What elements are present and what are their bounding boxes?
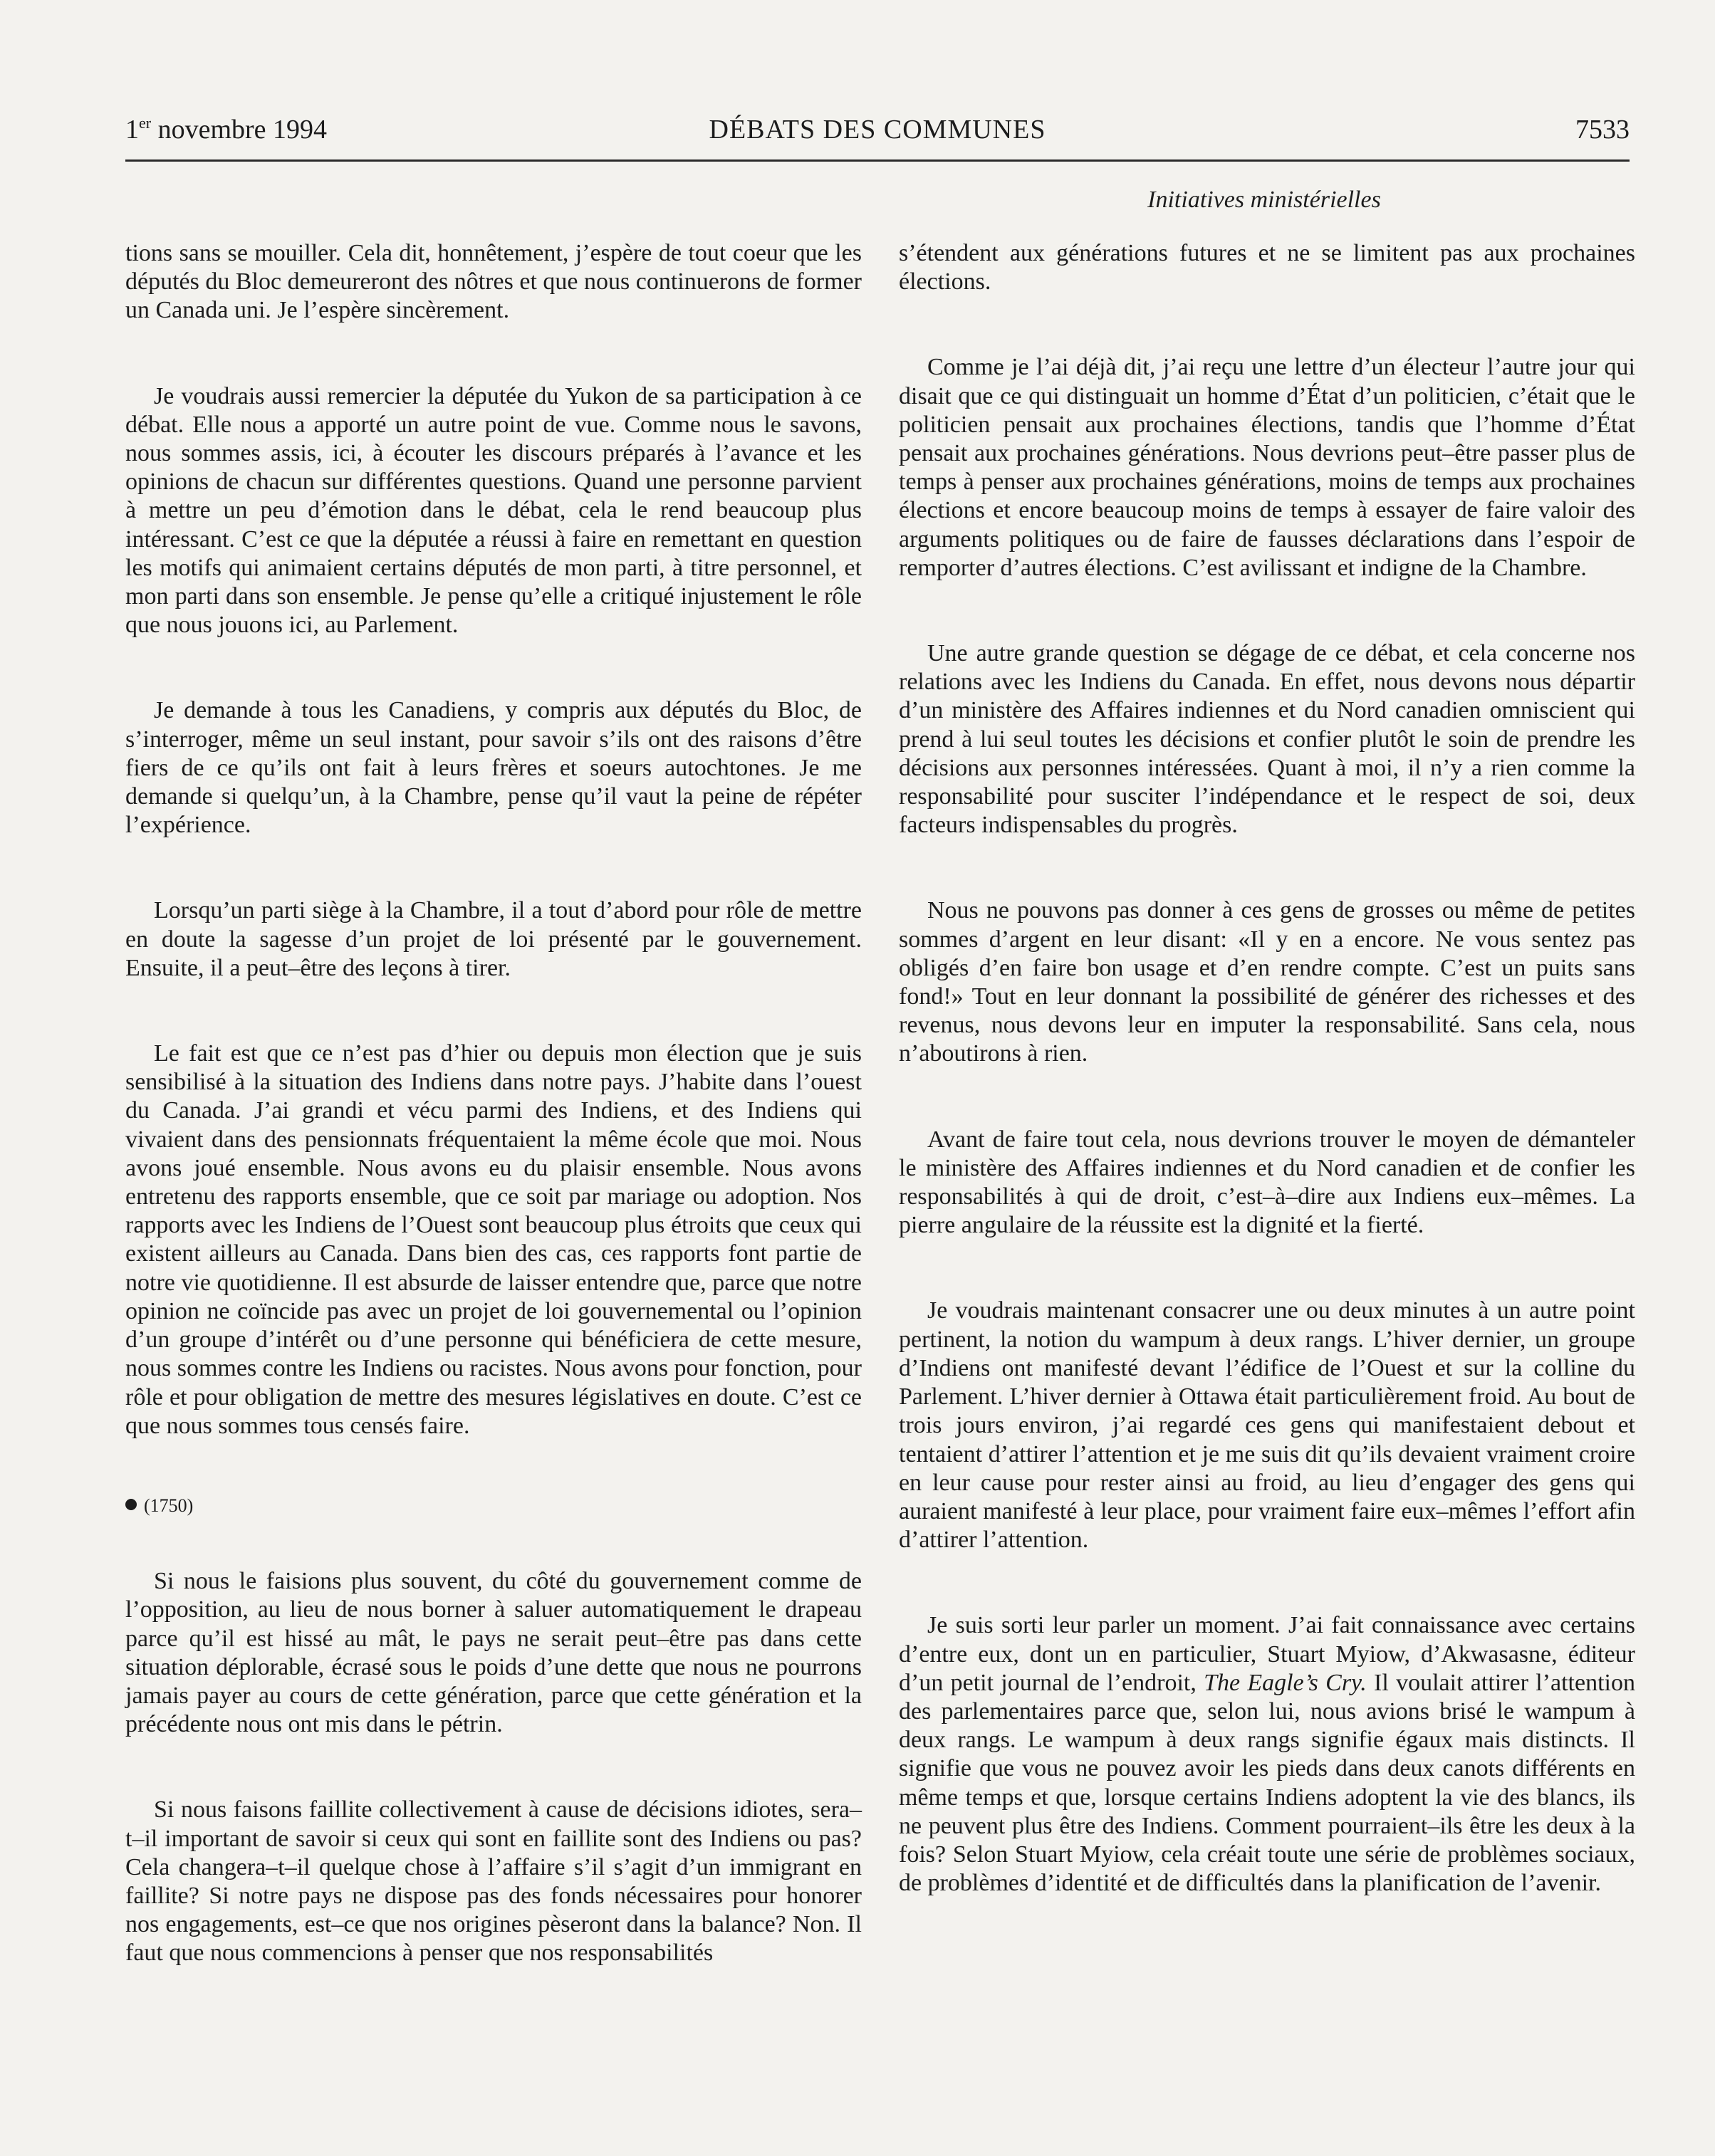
right-column xyxy=(899,239,1635,1898)
paragraph: Si nous le faisions plus souvent, du côté du gouvernement comme de l’opposition, au lieu de nous borner à saluer automatiquement le drapeau parce qu’il est hissé au mât, le pays ne serait peut–être pas dans cette situation déplorable, écrasé sous le poids d’une dette que nous ne pourrons jamais payer au cours de cette génération, parce que cette génération et la précédente nous ont mis dans le pétrin. xyxy=(125,1568,862,1738)
paragraph: tions sans se mouiller. Cela dit, honnêtement, j’espère de tout coeur que les députés du Bloc demeureront des nôtres et que nous continuerons de former un Canada uni. Je l’espère sincèrement. xyxy=(125,240,862,324)
paragraph: Je demande à tous les Canadiens, y compris aux députés du Bloc, de s’interroger, même un seul instant, pour savoir s’ils ont des raisons d’être fiers de ce qu’ils ont fait à leurs frères et soeurs autochtones. Je me demande si quelqu’un, à la Chambre, pense qu’il vaut la peine de répéter l’expérience. xyxy=(125,697,862,839)
paragraph: Nous ne pouvons pas donner à ces gens de grosses ou même de petites sommes d’argent en leur disant: «Il y en a encore. Ne vous sentez pas obligés d’en faire bon usage et d’en rendre compte. C’est un puits sans fond!» Tout en leur donnant la possibilité de générer des richesses et des revenus, nous devons leur en imputer la responsabilité. Sans cela, nous n’aboutirons à rien. xyxy=(899,897,1635,1067)
paragraph: s’étendent aux générations futures et ne se limitent pas aux prochaines élections. xyxy=(899,240,1635,295)
journal-title: The Eagle’s Cry. xyxy=(1204,1669,1367,1696)
paragraph: Le fait est que ce n’est pas d’hier ou depuis mon élection que je suis sensibilisé à la situation des Indiens dans notre pays. J’habite dans l’ouest du Canada. J’ai grandi et vécu parmi des Indiens, et des Indiens qui vivaient dans des pensionnats fréquentaient la même école que moi. Nous avons joué ensemble. Nous avons eu du plaisir ensemble. Nous avons entretenu des rapports ensemble, que ce soit par mariage ou adoption. Nos rapports avec les Indiens de l’Ouest sont beaucoup plus étroits que ceux qui existent ailleurs au Canada. Dans bien des cas, ces rapports font partie de notre vie quotidienne. Il est absurde de laisser entendre que, parce que notre opinion ne coïncide pas avec un projet de loi gouvernemental ou l’opinion d’un groupe d’intérêt ou d’une personne qui bénéficiera de cette mesure, nous sommes contre les Indiens ou racistes. Nous avons pour fonction, pour rôle et pour obligation de mettre des mesures législatives en doute. C’est ce que nous sommes tous censés faire. xyxy=(125,1040,862,1439)
running-head: Initiatives ministérielles xyxy=(1147,187,1381,213)
left-column xyxy=(125,239,862,1968)
bullet-icon xyxy=(125,1499,137,1510)
paragraph-part: Je suis sorti leur parler un moment. J’ai fait connaissance avec certains d’entre eux, dont un en particulier, Stuart Myiow, d’Akwasasne, éditeur d’un petit journal de l’endroit, xyxy=(899,1612,1635,1696)
date-superscript: er xyxy=(139,114,152,132)
paragraph: Je voudrais maintenant consacrer une ou deux minutes à un autre point pertinent, la notion du wampum à deux rangs. L’hiver dernier, un groupe d’Indiens ont manifesté devant l’édifice de l’Ouest et sur la colline du Parlement. L’hiver dernier à Ottawa était particulièrement froid. Au bout de trois jours environ, j’ai regardé ces gens qui manifestaient debout et tentaient d’attirer l’attention et je me suis dit qu’ils devaient vraiment croire en leur cause pour rester ainsi au froid, au lieu d’engager des gens qui auraient manifesté à leur place, pour vraiment faire eux–mêmes l’effort afin d’attirer l’attention. xyxy=(899,1297,1635,1554)
date-rest: novembre 1994 xyxy=(151,115,328,145)
page-header xyxy=(125,114,1630,157)
paragraph: Avant de faire tout cela, nous devrions trouver le moyen de démanteler le ministère des Affaires indiennes et du Nord canadien et de confier les responsabilités à qui de droit, c’est–à–dire aux Indiens eux–mêmes. La pierre angulaire de la réussite est la dignité et la fierté. xyxy=(899,1126,1635,1239)
paragraph-part: Il voulait attirer l’attention des parlementaires parce que, selon lui, nous avions brisé le wampum à deux rangs. Le wampum à deux rangs signifie égaux mais distincts. Il signifie que vous ne pouvez avoir les pieds dans deux canots différents en même temps et que, lorsque certains Indiens adoptent la vie des blancs, ils ne peuvent plus être des Indiens. Comment pourraient–ils être les deux à la fois? Selon Stuart Myiow, cela créait toute une série de problèmes sociaux, de problèmes d’identité et de difficultés dans la planification de l’avenir. xyxy=(899,1669,1635,1897)
paragraph: Comme je l’ai déjà dit, j’ai reçu une lettre d’un électeur l’autre jour qui disait que ce qui distinguait un homme d’État d’un politicien, c’était que le politicien pensait aux prochaines élections, tandis que l’homme d’État pensait aux prochaines générations. Nous devrions peut–être passer plus de temps à penser aux prochaines générations, moins de temps aux prochaines élections et encore beaucoup moins de temps à essayer de faire valoir des arguments politiques ou de faire de fausses déclarations dans l’espoir de remporter d’autres élections. C’est avilissant et indigne de la Chambre. xyxy=(899,354,1635,581)
time-marker xyxy=(125,1492,862,1520)
paragraph: Si nous faisons faillite collectivement à cause de décisions idiotes, sera–t–il important de savoir si ceux qui sont en faillite sont des Indiens ou pas? Cela changera–t–il quelque chose à l’affaire s’il s’agit d’un immigrant en faillite? Si notre pays ne dispose pas des fonds nécessaires pour honorer nos engagements, est–ce que nos origines pèseront dans la balance? Non. Il faut que nous commencions à penser que nos responsabilités xyxy=(125,1796,862,1967)
page-number: 7533 xyxy=(1575,115,1630,145)
paragraph xyxy=(899,1611,1635,1898)
paragraph: Lorsqu’un parti siège à la Chambre, il a tout d’abord pour rôle de mettre en doute la sagesse d’un projet de loi présenté par le gouvernement. Ensuite, il a peut–être des leçons à tirer. xyxy=(125,897,862,981)
publication-title: DÉBATS DES COMMUNES xyxy=(709,115,1046,145)
time-marker-label: (1750) xyxy=(144,1495,194,1516)
paragraph: Je voudrais aussi remercier la députée du Yukon de sa participation à ce débat. Elle nous a apporté un autre point de vue. Comme nous le savons, nous sommes assis, ici, à écouter les discours préparés à l’avance et les opinions de chacun sur différentes questions. Quand une personne parvient à mettre un peu d’émotion dans le débat, cela le rend beaucoup plus intéressant. C’est ce que la députée a réussi à faire en remettant en question les motifs qui animaient certains députés de mon parti, à titre personnel, et mon parti dans son ensemble. Je pense qu’elle a critiqué injustement le rôle que nous jouons ici, au Parlement. xyxy=(125,382,862,639)
paragraph: Une autre grande question se dégage de ce débat, et cela concerne nos relations avec les Indiens du Canada. En effet, nous devons nous départir d’un ministère des Affaires indiennes et du Nord canadien omniscient qui prend à lui seul toutes les décisions et confier plutôt le soin de prendre les décisions aux personnes intéressées. Quant à moi, il n’y a rien comme la responsabilité pour susciter l’indépendance et le respect de soi, deux facteurs indispensables du progrès. xyxy=(899,640,1635,839)
header-rule xyxy=(125,159,1630,162)
date-day: 1 xyxy=(125,115,139,145)
